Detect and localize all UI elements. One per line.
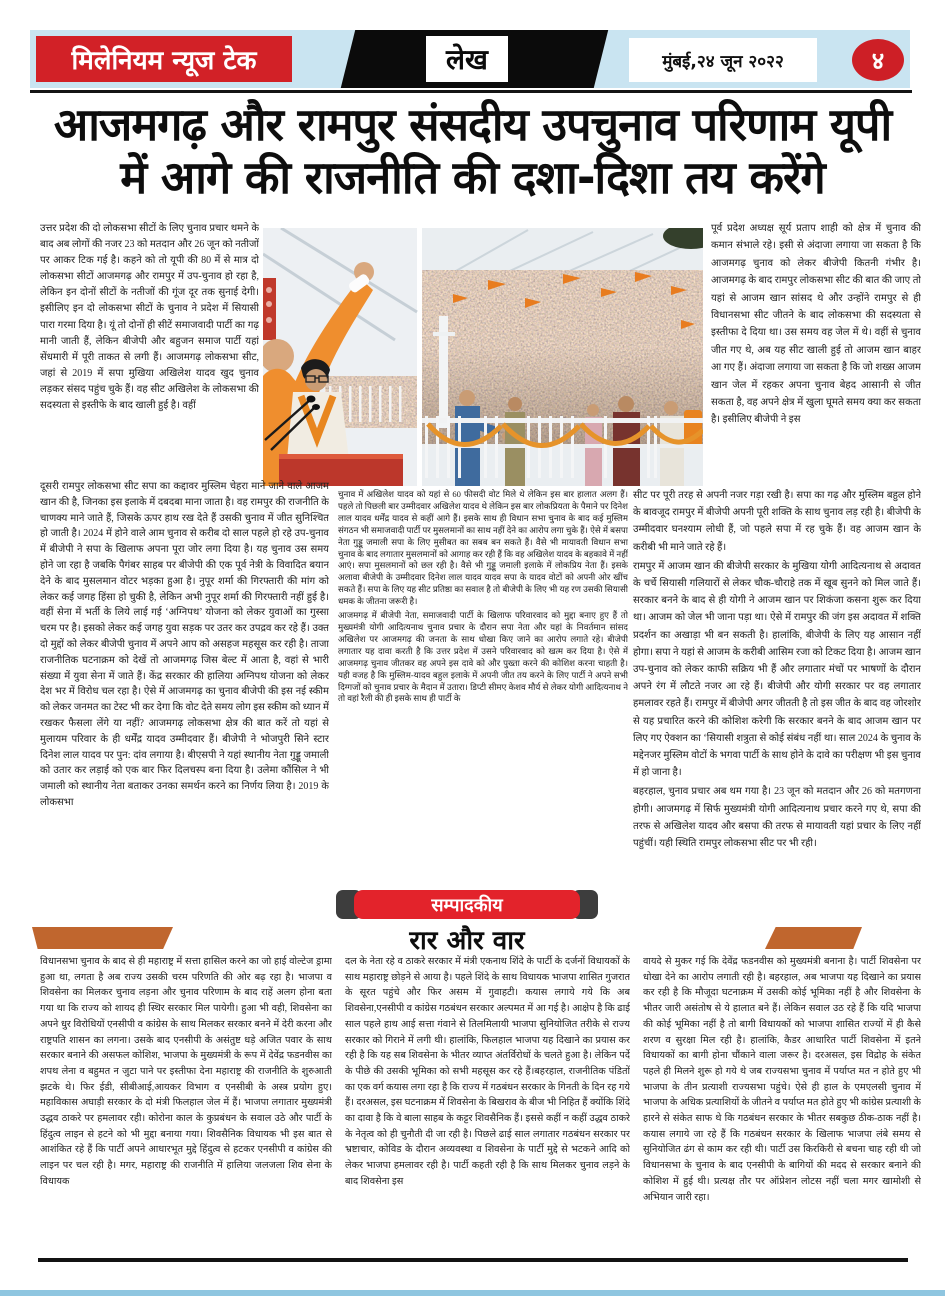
editorial-title: रार और वार — [409, 926, 525, 956]
date-line: मुंबई,२४ जून २०२२ — [662, 51, 784, 72]
editorial-banner — [336, 890, 598, 919]
article-column-right-bottom — [633, 487, 921, 935]
article-column-left-bottom: दूसरी रामपुर लोकसभा सीट सपा का कद्दावर मुस्लिम चेहरा माने जाने वाले आजम खान की है, जिनका इस इलाके में दबदबा माना जाता है। वह रामपुर की राजनीति के चाणक्य माने जाते हैं, जिसके ऊपर हाथ रख देते हैं उसकी चुनाव में जीत सुनिश्चित हो जाती है। 2024 में होने वाले आम चुनाव से करीब दो साल पहले हो रहे उप-चुनाव में बीजेपी ने सपा के खिलाफ अपना पूरा जोर लगा दिया है। यह चुनाव उस समय होने जा रहा है जबकि पैगंबर साहब पर बीजेपी की एक पूर्व नेत्री के विवादित बयान देने के बाद मुसलमान वोटर भड़का हुआ है। नुपूर शर्मा की गिरफ्तारी की मांग को लेकर कई जगह हिंसा हो चुकी है, लेकिन अभी नुपूर शर्मा की गिरफ्तारी नहीं हुई है। वहीं सेना में भर्ती के लिये लाई गई ‘अग्निपथ’ योजना को लेकर युवाओं का गुस्सा चरम पर है। इसको लेकर कई जगह युवा सड़क पर उतर कर उपद्रव कर रहे हैं। उक्त दो मुद्दों को लेकर बीजेपी चुनाव में अपने आप को असहज महसूस कर रही है। ताजा राजनीतिक घटनाक्रम को देखें तो आजमगढ़ जिस बेल्ट में आता है, वहां से भारी संख्या में युवा सेना में जाते हैं। केंद्र सरकार की हालिया अग्निपथ योजना को लेकर देश भर में विरोध चल रहा है। ऐसे में आजमगढ़ का चुनाव बीजेपी की इस नई स्कीम को लेकर जनमत का टेस्ट भी कर देगा कि वोट देते समय लोग इस स्कीम को ध्यान में रखकर फैसला लेंगे या नहीं? आजमगढ़ लोकसभा क्षेत्र की बात करें तो यहां से मुलायम परिवार के ही धर्मेंद्र यादव उम्मीदवार हैं। बीजेपी ने भोजपुरी सिने स्टार दिनेश लाल यादव पर पुन: दांव लगाया है। बीएसपी ने यहां स्थानीय नेता गुड्डू जमाली को उतार कर लड़ाई को एक बार फिर दिलचस्प बना दिया है। उलेमा कौंसिल ने भी जमाली को स्थानीय नेता बताकर उनका समर्थन करने का निर्णय लिया है। 2019 के लोकसभा — [40, 481, 329, 808]
paper-name: मिलेनियम न्यूज टेक — [71, 46, 257, 76]
section-label: लेख — [446, 43, 488, 76]
paper-name-box — [36, 36, 292, 82]
editorial-column-1: विधानसभा चुनाव के बाद से ही महाराष्ट्र में सत्ता हासिल करने का जो हाई वोल्टेज ड्रामा हुआ था, लगता है अब राज्य उसकी चरम परिणति की ओर बढ़ रहा है। भाजपा व शिवसेना का मिलकर चुनाव लड़ना और चुनाव परिणाम के बाद राहें अलग होना बता गया था कि राज्य को शायद ही स्थिर सरकार मिल पायेगी। हुआ भी वही, शिवसेना का अपने धुर विरोधियों एनसीपी व कांग्रेस के साथ मिलकर सरकार बनने में देरी करना और राष्ट्रपति शासन का लगना। उसके बाद एनसीपी के असंतुष्ट धड़े अजित पवार के साथ सरकार बनाने की असफल कोशिश, भाजपा के मुख्यमंत्री के रूप में देवेंद्र फडनवीस का शपथ लेना व बहुमत न जुटा पाने पर इस्तीफा देना महाराष्ट्र की राजनीति के शुरुआती झटके थे। फिर ईडी, सीबीआई,आयकर विभाग व एनसीबी के अस्त्र प्रयोग हुए। महाविकास अघाड़ी सरकार के दो मंत्री फिलहाल जेल में हैं। भाजपा लगातार मुख्यमंत्री उद्धव ठाकरे पर हमलावर रही। कोरोना काल के कुप्रबंधन के सवाल उठे और पार्टी के हिंदुत्व लाइन से हटने को भी मुद्दा बनाया गया। शिवसैनिक विधायक भी इस बात से आशंकित रहे हैं कि पार्टी अपने आधारभूत मुद्दे हिंदुत्व से हटकर एनसीपी व कांग्रेस की लाइन पर चल रही है। मगर, महाराष्ट्र की राजनीति में हालिया जलजला शिव सेना के विधायक — [40, 956, 332, 1187]
article-column-middle — [338, 489, 628, 887]
bottom-rule — [38, 1258, 908, 1262]
editorial-column-3: वायदे से मुकर गई कि देवेंद्र फडनवीस को मुख्यमंत्री बनाना है। पार्टी शिवसेना पर धोखा देने का आरोप लगाती रही है। बहरहाल, अब भाजपा यह दिखाने का प्रयास कर रही है कि मौजूदा घटनाक्रम में उसकी कोई भूमिका नहीं है और शिवसेना के भीतर जारी असंतोष से ये हालात बने हैं। लेकिन सवाल उठ रहे हैं कि यदि भाजपा की कोई भूमिका नहीं है तो बागी विधायकों को भाजपा शासित राज्यों में ही कैसे शरण व सुरक्षा मिल रही है। हालांकि, कैडर आधारित पार्टी शिवसेना में इतने विधायकों का बागी होना चौंकाने वाला जरूर है। दरअसल, इस विद्रोह के संकेत पहले ही मिलने शुरू हो गये थे जब राज्यसभा चुनाव में पर्याप्त मत न होते हुए भी भाजपा के तीन प्रत्याशी राज्यसभा पहुंचे। ऐसे ही हाल के एमएलसी चुनाव में भाजपा के अधिक प्रत्याशियों के जीतने व पर्याप्त मत होते हुए भी कांग्रेस प्रत्याशी के हारने से संकेत साफ थे कि गठबंधन सरकार के भीतर सबकुछ ठीक-ठाक नहीं है। कयास लगाये जा रहे हैं कि गठबंधन सरकार के खिलाफ भाजपा लंबे समय से सुनियोजित ढंग से काम कर रही थी। पार्टी उस किरकिरी से बचना चाह रही थी जो विधानसभा के चुनाव के बाद एनसीपी के बागियों की मदद से सरकार बनाने की कोशिश में हुई थी। प्रत्यक्ष तौर पर ऑप्रेशन लोटस नहीं चला मगर खामोशी से अभियान जारी रहा। — [643, 956, 921, 1203]
page-number: ४ — [871, 46, 885, 75]
crowd-panel — [421, 228, 703, 486]
main-headline — [30, 98, 915, 210]
right-paragraph-2: रामपुर में आजम खान की बीजेपी सरकार के मुखिया योगी आदित्यनाथ से अदावत के चर्चे सियासी गलियारों से लेकर चौक-चौराहे तक में खूब सुनने को मिल जाते हैं। सरकार बनने के बाद से ही योगी ने आजम खान पर शिकंजा कसना शुरू कर दिया था। आजम को जेल भी जाना पड़ा था। ऐसे में रामपुर की जंग इस अदावत में शक्ति प्रदर्शन का अखाड़ा भी बन सकती है। हालांकि, बीजेपी के लिए यह आसान नहीं होगा। सपा ने यहां से आजम के करीबी आसिम रजा को टिकट दिया है। आजम खान उप-चुनाव को लेकर काफी सक्रिय भी हैं और लगातार मंचों पर भाषणों के दौरान अपने रंग में लौटते नजर आ रहे हैं। बीजेपी और योगी सरकार पर वह लगातार हमलावर रहते हैं। रामपुर में बीजेपी अगर जीतती है तो इस जीत के बाद वह जोरशोर से यह प्रचारित करने की कोशिश करेगी कि सरकार बनने के बाद आजम खान पर लिए गए ऐक्शन का ‘सियासी शत्रुता से कोई संबंध नहीं था। साल 2024 के चुनाव के मद्देनजर मुस्लिम वोटों के भगवा पार्टी के साथ होने के दावे का परीक्षण भी इस चुनाव में हो जाना है। — [633, 560, 921, 779]
photo-divider — [417, 228, 422, 486]
speaker-panel — [263, 228, 417, 486]
rally-photo-illustration — [263, 228, 703, 486]
headline-line2: में आगे की राजनीति की दशा-दिशा तय करेंगे — [120, 151, 825, 204]
decor-bar-left — [32, 927, 173, 949]
editorial-column-2: दल के नेता रहे व ठाकरे सरकार में मंत्री एकनाथ शिंदे के पार्टी के दर्जनों विधायकों के साथ महाराष्ट्र छोड़ने से आया है। पहले शिंदे के साथ विधायक भाजपा शासित गुजरात के सूरत पहुंचे और फिर असम में गुवाहटी। कयास लगाये गये कि अब शिवसेना,एनसीपी व कांग्रेस गठबंधन सरकार अल्पमत में आ गई है। आक्षेप है कि ढाई साल पहले हाथ आई सत्ता गंवाने से तिलमिलायी भाजपा सुनियोजित तरीके से राज्य सरकार को गिराने में लगी थी। हालांकि, फिलहाल भाजपा यह दिखाने का प्रयास कर रही है कि यह सब शिवसेना के भीतर व्याप्त अंतर्विरोधों के चलते हुआ है। लेकिन पर्दे के पीछे की उसकी भूमिका को सभी महसूस कर रहे हैं।बहरहाल, राजनीतिक पंडितों का एक वर्ग कयास लगा रहा है कि राज्य में गठबंधन सरकार के गिनती के दिन रह गये हैं। दरअसल, इस घटनाक्रम में शिवसेना के बिखराव के बीज भी निहित हैं क्योंकि शिंदे का दावा है कि वे बाला साहब के कट्टर शिवसैनिक हैं। इससे कहीं न कहीं उद्धव ठाकरे के नेतृत्व को ही चुनौती दी जा रही है। पिछले ढाई साल लगातार गठबंधन सरकार पर भ्रष्टाचार, कोविड के दौरान अव्यवस्था व शिवसेना के पार्टी मुद्दे से भटकने आदि को लेकर भाजपा हमलावर रही है। पार्टी कहती रही है कि साथ मिलकर चुनाव लड़ने के बाद शिवसेना इस — [345, 956, 630, 1187]
right-paragraph-1: सीट पर पूरी तरह से अपनी नजर गड़ा रखी है। सपा का गढ़ और मुस्लिम बहुल होने के बावजूद रामपुर में बीजेपी अपनी पूरी शक्ति के साथ चुनाव लड़ रही है। बीजेपी के उम्मीदवार घनश्याम लोधी हैं, जो पहले सपा में रह चुके हैं। वह आजम खान के करीबी भी माने जाते रहे हैं। — [633, 490, 921, 553]
decor-bar-right — [765, 927, 862, 949]
rally-photo — [263, 228, 703, 486]
article-column-right-top: पूर्व प्रदेश अध्यक्ष सूर्य प्रताप शाही को क्षेत्र में चुनाव की कमान संभाले रहे। इसी से अंदाजा लगाया जा सकता है कि आजमगढ़ चुनाव को लेकर बीजेपी कितनी गंभीर है।आजमगढ़ के बाद रामपुर लोकसभा सीट की बात की जाए तो यहां से आजम खान सांसद थे और उन्होंने रामपुर से ही विधानसभा सीट जीतने के बाद लोकसभा की सदस्यता से इस्तीफा दे दिया था। उस समय वह जेल में थे। वहीं से चुनाव जीत गए थे, अब यह सीट खाली हुई तो आजम खान बाहर आ गए हैं। अंदाजा लगाया जा सकता है कि जो शख्स आजम खान जेल में रहकर अपना चुनाव बेहद आसानी से जीत सकता है, वह अपने क्षेत्र में खुला घूमते समय क्या कर सकता है। इसीलिए बीजेपी ने इस — [711, 223, 921, 426]
page-number-badge — [852, 39, 904, 81]
bottom-edge-strip — [0, 1290, 945, 1296]
right-paragraph-3: बहरहाल, चुनाव प्रचार अब थम गया है। 23 जून को मतदान और 26 को मतगणना होगी। आजमगढ़ में सिर्फ मुख्यमंत्री योगी आदित्यनाथ प्रचार करने गए थे, सपा की तरफ से अखिलेश यादव और बसपा की तरफ से मायावती यहां प्रचार के लिए नहीं पहुंचीं। यही स्थिति रामपुर लोकसभा सीट पर भी रही। — [633, 786, 921, 850]
masthead-rule — [30, 90, 912, 93]
middle-paragraph-1: चुनाव में अखिलेश यादव को यहां से 60 फीसदी वोट मिले थे लेकिन इस बार हालात अलग हैं। पहले तो पिछली बार उम्मीदवार अखिलेश यादव थे लेकिन इस बार लोकप्रियता के पैमाने पर दिनेश लाल यादव धर्मेंद्र यादव से कहीं आगे हैं। इसके साथ ही विधान सभा चुनाव के बाद कई मुस्लिम संगठन भी समाजवादी पार्टी पर मुसलमानों का साथ नहीं देने का आरोप लगा चुके हैं। ऐसे में बसपा नेता गुड्डू जमाली सपा के लिए मुसीबत का सबब बन सकते हैं। वैसे भी मायावती विधान सभा चुनाव के बाद लगातार मुसलमानों को आगाह कर रही हैं कि वह अखिलेश यादव के बहकावे में नहीं आएं। सपा मुसलमानों को छल रही है। वैसे भी गुड्डू जमाली इलाके में लोकप्रिय नेता हैं। इसके अलावा बीजेपी के उम्मीदवार दिनेश लाल यादव यादव सपा के यादव वोटों को अपनी ओर खींच सकते हैं। सपा के लिए यह सीट प्रतिष्ठा का सवाल है तो बीजेपी के लिए भी यह रण उसकी सियासी धमक के जीतना जरूरी है। — [338, 489, 628, 607]
headline-line1: आजमगढ़ और रामपुर संसदीय उपचुनाव परिणाम यूपी — [53, 98, 892, 151]
masthead — [30, 30, 910, 88]
date-box — [629, 38, 817, 82]
middle-paragraph-2: आजमगढ़ में बीजेपी नेता, समाजवादी पार्टी के खिलाफ परिवारवाद को मुद्दा बनाए हुए हैं तो मुख्यमंत्री योगी आदित्यनाथ चुनाव प्रचार के दौरान सपा नेता और यहां के निवर्तमान सांसद अखिलेश पर आजमगढ़ की जनता के साथ धोखा किए जाने का आरोप लगाते रहे। बीजेपी लगातार यह दावा करती है कि उत्तर प्रदेश में उसने परिवारवाद को खत्म कर दिया है। ऐसे में आजमगढ़ चुनाव जीतकर वह अपने इस दावे को और पुख्ता करने की कोशिश करना चाहती है। यही वजह है कि मुस्लिम-यादव बहुल इलाके में अपनी जीत तय करने के लिए पार्टी ने अपने सभी दिग्गजों को चुनाव प्रचार के मैदान में उतारा। डिप्टी सीमए केशव मौर्य से लेकर योगी आदित्यनाथ ने तो वहां रैली की ही इसके साथ ही पार्टी के — [338, 610, 628, 704]
editorial-banner-label: सम्पादकीय — [431, 894, 503, 916]
section-label-box — [426, 36, 508, 82]
article-column-left-top: उत्तर प्रदेश की दो लोकसभा सीटों के लिए चुनाव प्रचार थमने के बाद अब लोगों की नजर 23 को मतदान और 26 जून को नतीजों पर आकर टिक गई है। कहने को तो यूपी की 80 में से मात्र दो लोकसभा सीटों आजमगढ़ और रामपुर में उप-चुनाव हो रहा है, लेकिन इन दोनों सीटों के नतीजों की गूंज दूर तक सुनाई देगी। इसीलिए इन दो लोकसभा सीटों के चुनाव ने प्रदेश में सियासी पारा गरमा दिया है। यूं तो दोनों ही सीटें समाजवादी पार्टी का गढ़ मानी जाती हैं, लेकिन बीजेपी और बहुजन समाज पार्टी यहां सेंधमारी में पूरी ताकत से लगी हैं। आजमगढ़ लोकसभा सीट, जहां से 2019 में सपा मुखिया अखिलेश यादव खुद चुनाव लड़कर संसद पहुंच चुके हैं। वह सीट अखिलेश के लोकसभा की सदस्यता से इस्तीफे के बाद खाली हुई है। वहीं — [40, 223, 259, 412]
